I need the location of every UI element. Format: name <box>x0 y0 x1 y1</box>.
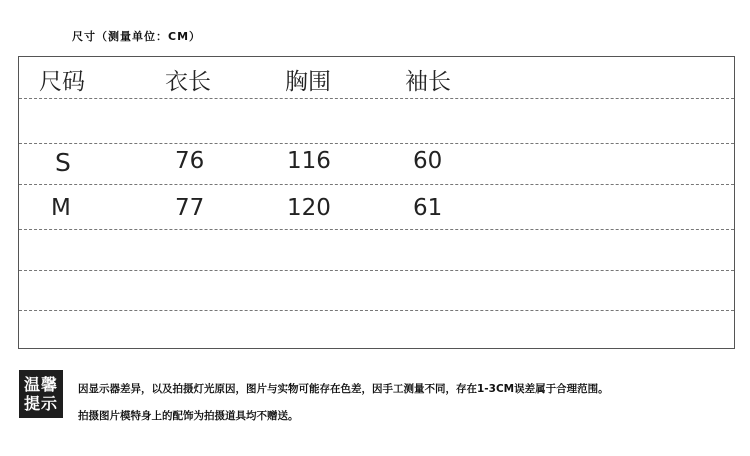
header-size: 尺码 <box>39 69 85 95</box>
cell-sleeve: 61 <box>413 195 443 221</box>
table-header-row <box>19 63 734 93</box>
row-divider <box>19 143 734 144</box>
row-divider <box>19 229 734 230</box>
cell-length: 77 <box>175 195 205 221</box>
cell-size: M <box>51 195 71 221</box>
notice-badge <box>19 370 63 418</box>
size-table <box>18 56 735 349</box>
row-divider <box>19 98 734 99</box>
row-divider <box>19 310 734 311</box>
cell-size: S <box>55 148 71 177</box>
notice-badge-line1: 温馨 <box>23 375 58 394</box>
table-row <box>19 195 734 225</box>
row-divider <box>19 270 734 271</box>
size-caption: 尺寸（测量单位：CM） <box>72 30 202 43</box>
cell-sleeve: 60 <box>413 148 443 174</box>
table-row <box>19 148 734 178</box>
cell-length: 76 <box>175 148 205 174</box>
header-chest: 胸围 <box>285 69 331 95</box>
header-sleeve: 袖长 <box>405 69 451 95</box>
header-length: 衣长 <box>165 69 211 95</box>
notice-line-1: 因显示器差异，以及拍摄灯光原因，图片与实物可能存在色差，因手工测量不同，存在1-3CM误差属于合理范围。 <box>78 383 609 395</box>
notice-line-2: 拍摄图片模特身上的配饰为拍摄道具均不赠送。 <box>78 410 299 422</box>
cell-chest: 116 <box>287 148 331 174</box>
row-divider <box>19 184 734 185</box>
notice-badge-line2: 提示 <box>23 394 58 413</box>
cell-chest: 120 <box>287 195 331 221</box>
